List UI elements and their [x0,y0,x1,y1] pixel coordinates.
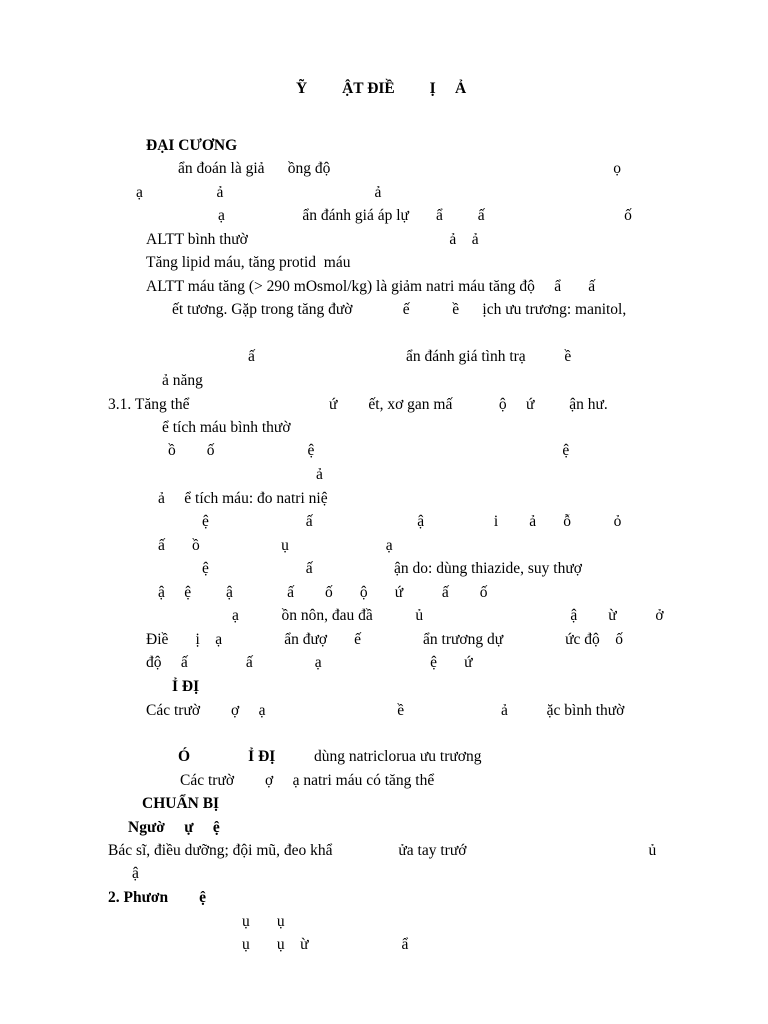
text-line: Điề ị ạ ẩn đượ ế ẩn trương dự ức độ ố [146,631,624,648]
text-line: ả [316,466,323,483]
text-line: ấ ồ ụ ạ [158,537,393,554]
text-line: Các trườ ợ ạ ề ả ặc bình thườ [146,702,625,719]
text-line: 3.1. Tăng thể ứ ết, xơ gan mấ ộ ứ ận hư. [108,396,608,413]
text-line: ụ ụ ừ ẩ [242,936,409,953]
text-line: ể tích máu bình thườ [162,419,291,436]
heading-phuong-tien: 2. Phươn ệ [108,889,206,906]
text-line: ệ ấ ậ i ả ỗ ỏ [202,513,622,530]
text-line: ạ ả ả [136,184,382,201]
heading-chong-chi-dinh: Ó Ỉ ĐỊ [178,748,276,765]
text-line: Các trườ ợ ạ natri máu có tăng thể [180,772,435,789]
text-line: độ ấ ấ ạ ệ ứ [146,654,473,671]
text-line: Tăng lipid máu, tăng protid máu [146,254,351,271]
document-title: Ỹ ẬT ĐIỀ Ị Ả [296,80,467,97]
heading-chuan-bi: CHUẨN BỊ [142,795,220,812]
text-line: dùng natriclorua ưu trương [314,748,482,765]
text-line: ụ ụ [242,913,285,930]
text-line: ả ể tích máu: đo natri niệ [158,490,328,507]
text-line: ết tương. Gặp trong tăng đườ ế ề ịch ưu trương: manitol, [172,301,627,318]
text-line: ALTT bình thườ ả ả [146,231,479,248]
heading-dai-cuong: ĐẠI CƯƠNG [146,137,238,154]
text-line: ấ ẩn đánh giá tình trạ ề [248,348,572,365]
text-line: ALTT máu tăng (> 290 mOsmol/kg) là giảm natri máu tăng độ ẩ ấ [146,278,596,295]
text-line: ạ ẩn đánh giá áp lự ẩ ấ ố [218,207,632,224]
heading-chi-dinh: Ỉ ĐỊ [172,678,200,695]
heading-nguoi-thuc-hien: Ngườ ự ệ [128,819,220,836]
text-line: Bác sĩ, điều dưỡng; đội mũ, đeo khẩ ửa tay trướ ủ [108,842,657,859]
text-line: ệ ấ ận do: dùng thiazide, suy thượ [202,560,582,577]
text-line: ạ ồn nôn, đau đầ ủ ậ ừ ở [232,607,664,624]
text-line: ẩn đoán là giả ồng độ ọ [178,160,622,177]
text-line: ồ ố ệ ệ [168,442,570,459]
text-line: ậ ệ ậ ấ ố ộ ứ ấ ố [158,584,488,601]
text-line: ả năng [162,372,203,389]
text-line: ậ [132,865,139,882]
